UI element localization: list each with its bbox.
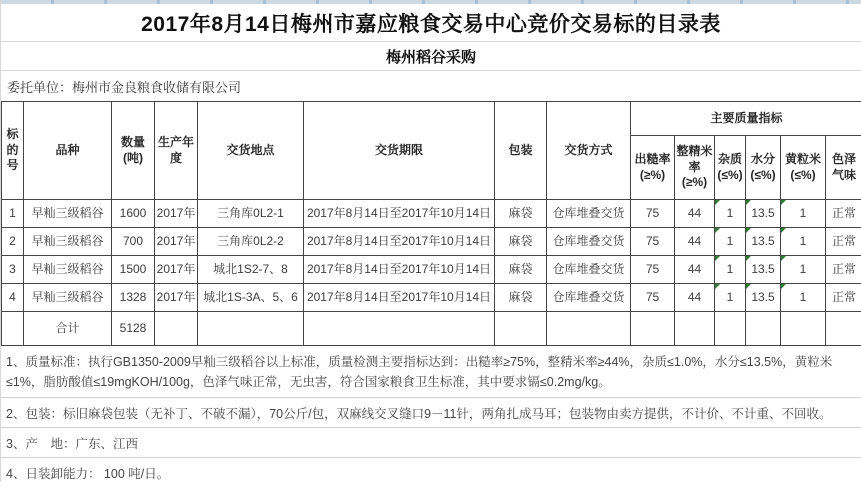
cell-quantity: 700	[112, 228, 155, 256]
cell-production-year: 2017年	[155, 228, 198, 256]
cell-impurity	[715, 284, 746, 312]
excel-flag-icon	[781, 256, 786, 261]
col-header-delivery-location: 交货地点	[198, 102, 304, 200]
cell-impurity	[715, 228, 746, 256]
excel-flag-icon	[715, 200, 720, 205]
cell-impurity-value: 1	[727, 290, 734, 304]
cell-impurity-value: 1	[727, 262, 734, 276]
cell-empty	[826, 312, 861, 346]
header-row-top	[2, 102, 861, 136]
table-row	[2, 200, 861, 228]
cell-head-rice-rate: 44	[675, 284, 715, 312]
cell-brown-rice-rate: 75	[631, 256, 675, 284]
cell-yellow-value: 1	[800, 262, 807, 276]
table-row	[2, 228, 861, 256]
col-header-delivery-period: 交货期限	[304, 102, 495, 200]
cell-head-rice-rate: 44	[675, 228, 715, 256]
cell-production-year: 2017年	[155, 200, 198, 228]
page-title: 2017年8月14日梅州市嘉应粮食交易中心竞价交易标的目录表	[1, 4, 861, 42]
page-subtitle: 梅州稻谷采购	[1, 42, 861, 71]
cell-empty	[715, 312, 746, 346]
cell-delivery-location: 三角库0L2-2	[198, 228, 304, 256]
cell-moisture-value: 13.5	[751, 290, 774, 304]
cell-packaging: 麻袋	[495, 284, 547, 312]
cell-yellow-value: 1	[800, 206, 807, 220]
cell-yellow-kernel	[781, 256, 826, 284]
cell-moisture	[746, 200, 781, 228]
cell-empty	[746, 312, 781, 346]
cell-head-rice-rate: 44	[675, 200, 715, 228]
catalog-table	[1, 101, 861, 346]
note-quality-standard: 1、质量标准：执行GB1350-2009早籼三级稻谷以上标准，质量检测主要指标达到：出糙率≥75%，整精米率≥44%，杂质≤1.0%，水分≤13.5%，黄粒米≤1%，脂肪酸值≤19mgKOH/100g，色泽气味正常，无虫害，符合国家粮食卫生标准，其中要求镉≤0.2mg/kg。	[1, 346, 861, 398]
cell-color-odor: 正常	[826, 256, 861, 284]
col-header-production-year: 生产年度	[155, 102, 198, 200]
cell-delivery-method: 仓库堆叠交货	[547, 200, 631, 228]
cell-impurity-value: 1	[727, 234, 734, 248]
excel-flag-icon	[715, 284, 720, 289]
excel-flag-icon	[715, 256, 720, 261]
notes-section	[1, 346, 861, 487]
total-label: 合计	[24, 312, 112, 346]
cell-impurity	[715, 256, 746, 284]
cell-yellow-kernel	[781, 200, 826, 228]
cell-empty	[631, 312, 675, 346]
cell-empty	[495, 312, 547, 346]
cell-moisture	[746, 228, 781, 256]
excel-flag-icon	[781, 228, 786, 233]
cell-empty	[304, 312, 495, 346]
cell-moisture	[746, 256, 781, 284]
col-header-packaging: 包装	[495, 102, 547, 200]
cell-empty	[155, 312, 198, 346]
cell-quantity: 1600	[112, 200, 155, 228]
table-row	[2, 256, 861, 284]
note-packaging: 2、包装：标旧麻袋包装（无补丁、不破不漏），70公斤/包，双麻线交叉缝口9－11针，两角扎成马耳；包装物由卖方提供，不计价、不计重、不回收。	[1, 398, 861, 428]
cell-color-odor: 正常	[826, 200, 861, 228]
excel-flag-icon	[781, 284, 786, 289]
col-header-color-odor: 色泽气味	[826, 136, 861, 200]
cell-empty	[198, 312, 304, 346]
cell-yellow-kernel	[781, 284, 826, 312]
col-header-moisture: 水分(≤%)	[746, 136, 781, 200]
cell-head-rice-rate: 44	[675, 256, 715, 284]
col-header-impurity: 杂质(≤%)	[715, 136, 746, 200]
consignor-line: 委托单位：梅州市金良粮食收储有限公司	[1, 71, 861, 101]
cell-delivery-period: 2017年8月14日至2017年10月14日	[304, 284, 495, 312]
cell-yellow-kernel	[781, 228, 826, 256]
cell-quantity: 1500	[112, 256, 155, 284]
cell-moisture-value: 13.5	[751, 234, 774, 248]
cell-yellow-value: 1	[800, 234, 807, 248]
cell-color-odor: 正常	[826, 228, 861, 256]
cell-variety: 早籼三级稻谷	[24, 284, 112, 312]
cell-impurity	[715, 200, 746, 228]
cell-packaging: 麻袋	[495, 228, 547, 256]
col-header-head-rice-rate: 整精米率(≥%)	[675, 136, 715, 200]
col-header-lot-no: 标的号	[2, 102, 24, 200]
table-row	[2, 284, 861, 312]
cell-color-odor: 正常	[826, 284, 861, 312]
cell-production-year: 2017年	[155, 284, 198, 312]
cell-empty	[547, 312, 631, 346]
cell-delivery-method: 仓库堆叠交货	[547, 228, 631, 256]
excel-flag-icon	[746, 228, 751, 233]
cell-lot-no: 2	[2, 228, 24, 256]
cell-delivery-location: 城北1S-3A、5、6	[198, 284, 304, 312]
cell-impurity-value: 1	[727, 206, 734, 220]
cell-delivery-period: 2017年8月14日至2017年10月14日	[304, 228, 495, 256]
excel-flag-icon	[715, 228, 720, 233]
cell-delivery-method: 仓库堆叠交货	[547, 284, 631, 312]
excel-flag-icon	[746, 256, 751, 261]
cell-yellow-value: 1	[800, 290, 807, 304]
cell-packaging: 麻袋	[495, 200, 547, 228]
cell-delivery-period: 2017年8月14日至2017年10月14日	[304, 256, 495, 284]
cell-delivery-location: 三角库0L2-1	[198, 200, 304, 228]
cell-brown-rice-rate: 75	[631, 284, 675, 312]
cell-empty	[675, 312, 715, 346]
cell-packaging: 麻袋	[495, 256, 547, 284]
cell-delivery-method: 仓库堆叠交货	[547, 256, 631, 284]
cell-moisture-value: 13.5	[751, 206, 774, 220]
cell-variety: 早籼三级稻谷	[24, 200, 112, 228]
cell-empty	[781, 312, 826, 346]
col-header-delivery-method: 交货方式	[547, 102, 631, 200]
col-header-yellow-kernel: 黄粒米(≤%)	[781, 136, 826, 200]
cell-brown-rice-rate: 75	[631, 200, 675, 228]
note-origin: 3、产 地：广东、江西	[1, 428, 861, 458]
cell-moisture	[746, 284, 781, 312]
cell-delivery-period: 2017年8月14日至2017年10月14日	[304, 200, 495, 228]
cell-lot-no: 1	[2, 200, 24, 228]
cell-empty	[2, 312, 24, 346]
note-daily-capacity: 4、日装卸能力： 100 吨/日。	[1, 458, 861, 487]
total-quantity: 5128	[112, 312, 155, 346]
cell-lot-no: 3	[2, 256, 24, 284]
col-header-variety: 品种	[24, 102, 112, 200]
cell-delivery-location: 城北1S2-7、8	[198, 256, 304, 284]
excel-flag-icon	[746, 200, 751, 205]
cell-lot-no: 4	[2, 284, 24, 312]
cell-moisture-value: 13.5	[751, 262, 774, 276]
cell-variety: 早籼三级稻谷	[24, 256, 112, 284]
total-row	[2, 312, 861, 346]
excel-flag-icon	[746, 284, 751, 289]
col-header-quality-group: 主要质量指标	[631, 102, 861, 136]
cell-brown-rice-rate: 75	[631, 228, 675, 256]
col-header-quantity: 数量(吨)	[112, 102, 155, 200]
cell-variety: 早籼三级稻谷	[24, 228, 112, 256]
cell-production-year: 2017年	[155, 256, 198, 284]
excel-flag-icon	[781, 200, 786, 205]
cell-quantity: 1328	[112, 284, 155, 312]
col-header-brown-rice-rate: 出糙率(≥%)	[631, 136, 675, 200]
